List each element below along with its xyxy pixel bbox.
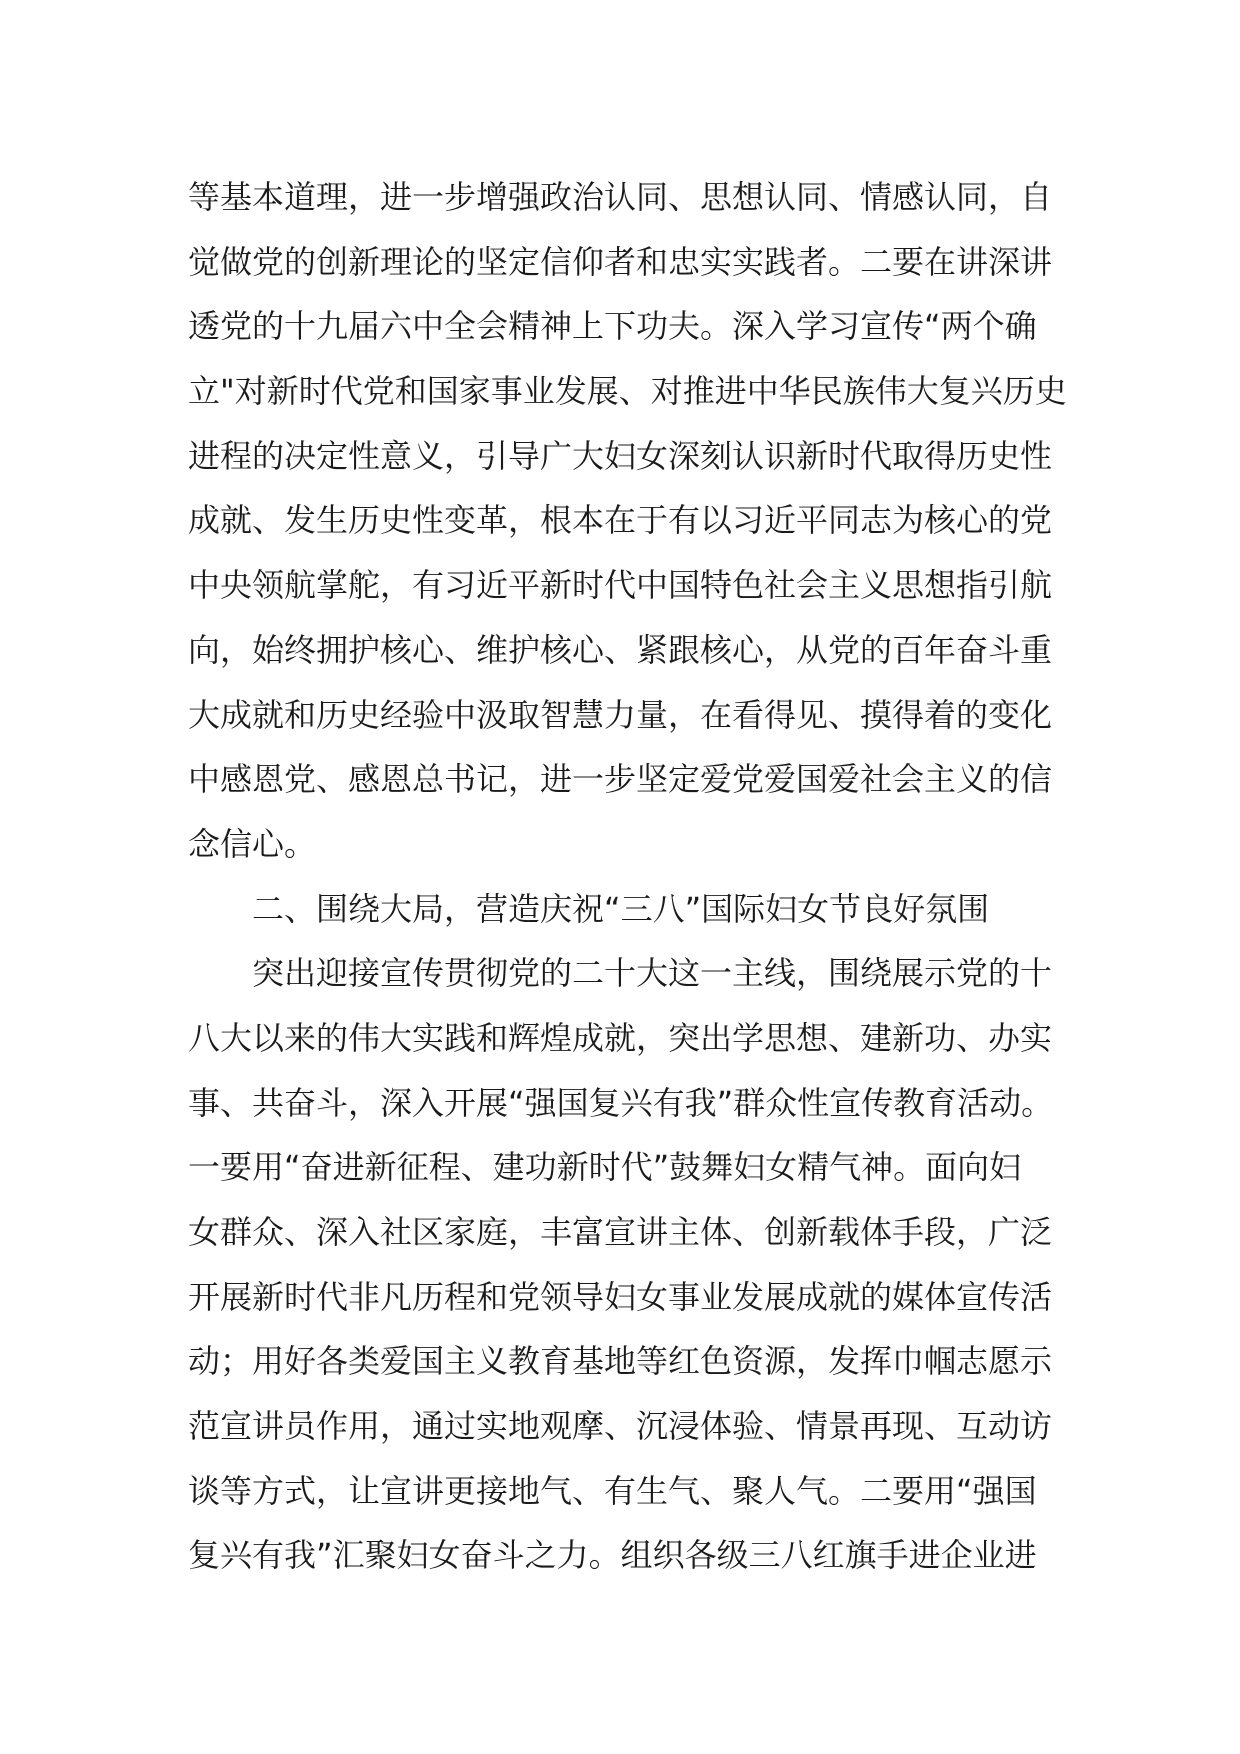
text-line: 大成就和历史经验中汲取智慧力量，在看得见、摸得着的变化: [188, 695, 1053, 734]
text-line: 等基本道理，进一步增强政治认同、思想认同、情感认同，自: [188, 178, 1053, 216]
text-line: 立"对新时代党和国家事业发展、对推进中华民族伟大复兴历史: [188, 372, 1067, 411]
text-line: 范宣讲员作用，通过实地观摩、沉浸体验、情景再现、互动访: [188, 1407, 1053, 1446]
section-heading: 二、围绕大局，营造庆祝“三八”国际妇女节良好氛围: [252, 889, 990, 928]
text-line: 中央领航掌舵，有习近平新时代中国特色社会主义思想指引航: [188, 566, 1053, 605]
document-body: [188, 165, 1068, 1588]
text-line: 谈等方式，让宣讲更接地气、有生气、聚人气。二要用“强国: [188, 1471, 1037, 1510]
text-line: 进程的决定性意义，引导广大妇女深刻认识新时代取得历史性: [188, 436, 1053, 475]
text-line: 一要用“奋进新征程、建功新时代”鼓舞妇女精气神。面向妇: [188, 1148, 1022, 1187]
text-line: 成就、发生历史性变革，根本在于有以习近平同志为核心的党: [188, 501, 1053, 540]
paragraph-first-line: 突出迎接宣传贯彻党的二十大这一主线，围绕展示党的十: [252, 954, 1053, 993]
text-line: 开展新时代非凡历程和党领导妇女事业发展成就的媒体宣传活: [188, 1277, 1053, 1316]
text-line: 女群众、深入社区家庭，丰富宣讲主体、创新载体手段，广泛: [188, 1213, 1053, 1251]
text-line: 向，始终拥护核心、维护核心、紧跟核心，从党的百年奋斗重: [188, 630, 1053, 669]
text-line: 事、共奋斗，深入开展“强国复兴有我”群众性宣传教育活动。: [188, 1083, 1054, 1122]
text-line: 念信心。: [188, 824, 317, 863]
text-line: 透党的十九届六中全会精神上下功夫。深入学习宣传“两个确: [188, 307, 1037, 346]
text-line: 觉做党的创新理论的坚定信仰者和忠实实践者。二要在讲深讲: [188, 242, 1053, 281]
text-line: 八大以来的伟大实践和辉煌成就，突出学思想、建新功、办实: [188, 1018, 1053, 1057]
text-line: 动；用好各类爱国主义教育基地等红色资源，发挥巾帼志愿示: [188, 1342, 1053, 1381]
text-line: 中感恩党、感恩总书记，进一步坚定爱党爱国爱社会主义的信: [188, 760, 1053, 799]
text-line: 复兴有我”汇聚妇女奋斗之力。组织各级三八红旗手进企业进: [188, 1536, 1037, 1575]
